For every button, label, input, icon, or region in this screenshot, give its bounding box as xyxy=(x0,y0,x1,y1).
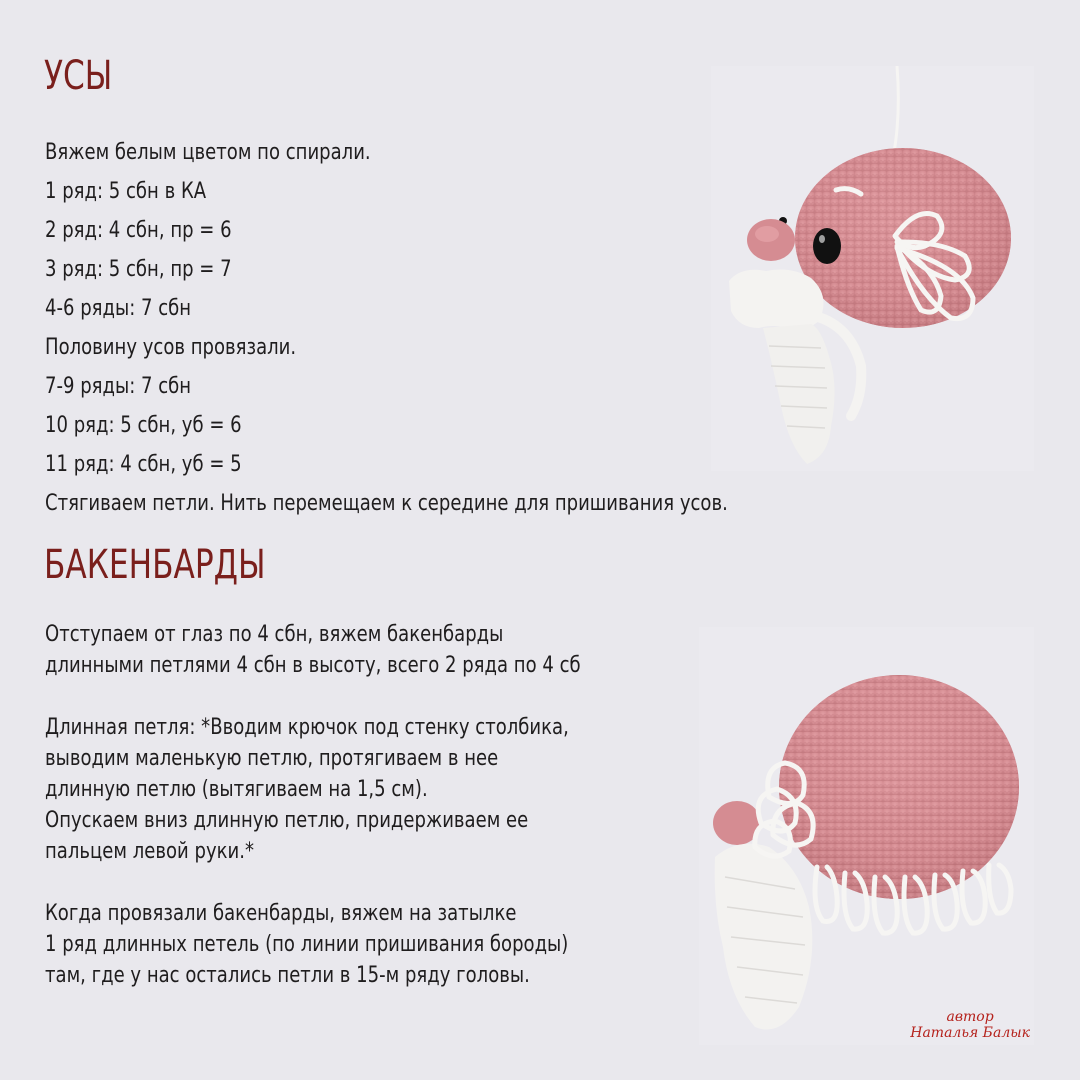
mustache-photo-illustration xyxy=(711,66,1034,471)
sideburns-photo xyxy=(699,627,1034,1045)
mustache-photo xyxy=(711,66,1034,471)
watermark-author-name: Наталья Балык xyxy=(910,1025,1030,1041)
instruction-line: Отступаем от глаз по 4 сбн, вяжем бакенбарды xyxy=(45,622,504,647)
instruction-line: длинными петлями 4 сбн в высоту, всего 2 ряда по 4 сб xyxy=(45,653,581,678)
instruction-line: Опускаем вниз длинную петлю, придерживаем ее xyxy=(45,808,529,833)
watermark-author-label: автор xyxy=(946,1009,994,1025)
instruction-line: там, где у нас остались петли в 15-м ряду головы. xyxy=(45,963,530,988)
instruction-line: 1 ряд: 5 сбн в КА xyxy=(45,179,207,204)
instruction-line: 2 ряд: 4 сбн, пр = 6 xyxy=(45,218,232,243)
instruction-line: Половину усов провязали. xyxy=(45,335,297,360)
instruction-line: Вяжем белым цветом по спирали. xyxy=(45,140,371,165)
instruction-line: 3 ряд: 5 сбн, пр = 7 xyxy=(45,257,232,282)
instruction-line: Когда провязали бакенбарды, вяжем на затылке xyxy=(45,901,517,926)
instruction-line: длинную петлю (вытягиваем на 1,5 см). xyxy=(45,777,428,802)
instruction-line: 1 ряд длинных петель (по линии пришивания бороды) xyxy=(45,932,569,957)
instruction-line: выводим маленькую петлю, протягиваем в нее xyxy=(45,746,499,771)
instruction-line: 4-6 ряды: 7 сбн xyxy=(45,296,192,321)
bakenbardy-instructions xyxy=(45,619,698,991)
sideburns-photo-illustration xyxy=(699,627,1034,1045)
section-title-usy: УСЫ xyxy=(44,53,113,99)
instruction-line: 7-9 ряды: 7 сбн xyxy=(45,374,192,399)
instruction-line: пальцем левой руки.* xyxy=(45,839,254,864)
instruction-line: 11 ряд: 4 сбн, уб = 5 xyxy=(45,452,242,477)
paragraph-gap xyxy=(45,867,581,898)
author-watermark xyxy=(910,1009,1030,1041)
instruction-line: Длинная петля: *Вводим крючок под стенку столбика, xyxy=(45,715,569,740)
paragraph-gap xyxy=(45,681,581,712)
instruction-line: 10 ряд: 5 сбн, уб = 6 xyxy=(45,413,242,438)
instruction-line: Стягиваем петли. Нить перемещаем к середине для пришивания усов. xyxy=(45,491,728,516)
section-title-bakenbardy: БАКЕНБАРДЫ xyxy=(44,542,266,588)
